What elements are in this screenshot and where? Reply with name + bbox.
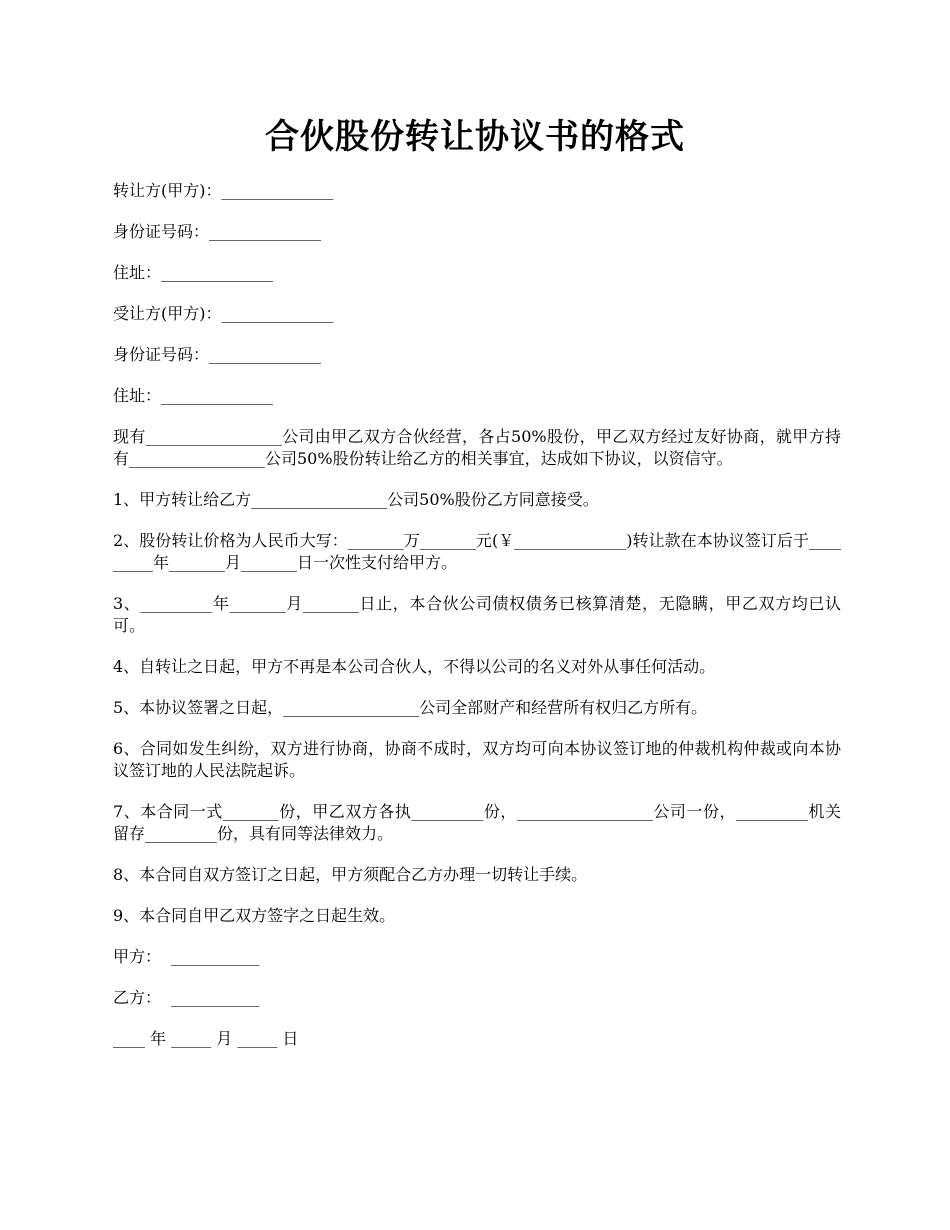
preamble-paragraph: 现有_________________公司由甲乙双方合伙经营，各占50%股份，甲乙双方经过友好协商，就甲方持有_________________公司50%股份转让给乙方的相关事宜，达成如下协议，以资信守。 xyxy=(113,427,841,468)
clause-8: 8、本合同自双方签订之日起，甲方须配合乙方办理一切转让手续。 xyxy=(113,865,588,884)
date-line: ____ 年 _____ 月 _____ 日 xyxy=(113,1029,299,1048)
clause-5: 5、本协议签署之日起，_________________公司全部财产和经营所有权归乙方所有。 xyxy=(113,698,708,717)
clause-2: 2、股份转让价格为人民币大写：_______万_______元(￥______________)转让款在本协议签订后于_________年_______月_______日一次性支付给甲方。 xyxy=(113,531,841,572)
clause-4: 4、自转让之日起，甲方不再是本公司合伙人，不得以公司的名义对外从事任何活动。 xyxy=(113,657,716,676)
clause-6: 6、合同如发生纠纷，双方进行协商，协商不成时，双方均可向本协议签订地的仲裁机构仲裁或向本协议签订地的人民法院起诉。 xyxy=(113,739,841,780)
party-b-signature-line: 乙方： ___________ xyxy=(113,988,260,1007)
transferor-address-line: 住址：______________ xyxy=(113,263,274,282)
clause-1: 1、甲方转让给乙方_________________公司50%股份乙方同意接受。 xyxy=(113,490,599,509)
document-title: 合伙股份转让协议书的格式 xyxy=(265,117,685,157)
party-a-signature-line: 甲方： ___________ xyxy=(113,947,260,966)
clause-3: 3、_________年_______月_______日止，本合伙公司债权债务已核算清楚，无隐瞒，甲乙双方均已认可。 xyxy=(113,594,841,635)
transferee-address-line: 住址：______________ xyxy=(113,386,274,405)
transferor-line: 转让方(甲方)：______________ xyxy=(113,181,334,200)
clause-7: 7、本合同一式_______份，甲乙双方各执_________份，_________________公司一份，_________机关留存_________份，具有同等法律效力。 xyxy=(113,802,841,843)
document-body xyxy=(113,180,841,1069)
clause-9: 9、本合同自甲乙双方签字之日起生效。 xyxy=(113,906,396,925)
transferee-id-line: 身份证号码：______________ xyxy=(113,345,322,364)
transferor-id-line: 身份证号码：______________ xyxy=(113,222,322,241)
transferee-line: 受让方(甲方)：______________ xyxy=(113,304,334,323)
